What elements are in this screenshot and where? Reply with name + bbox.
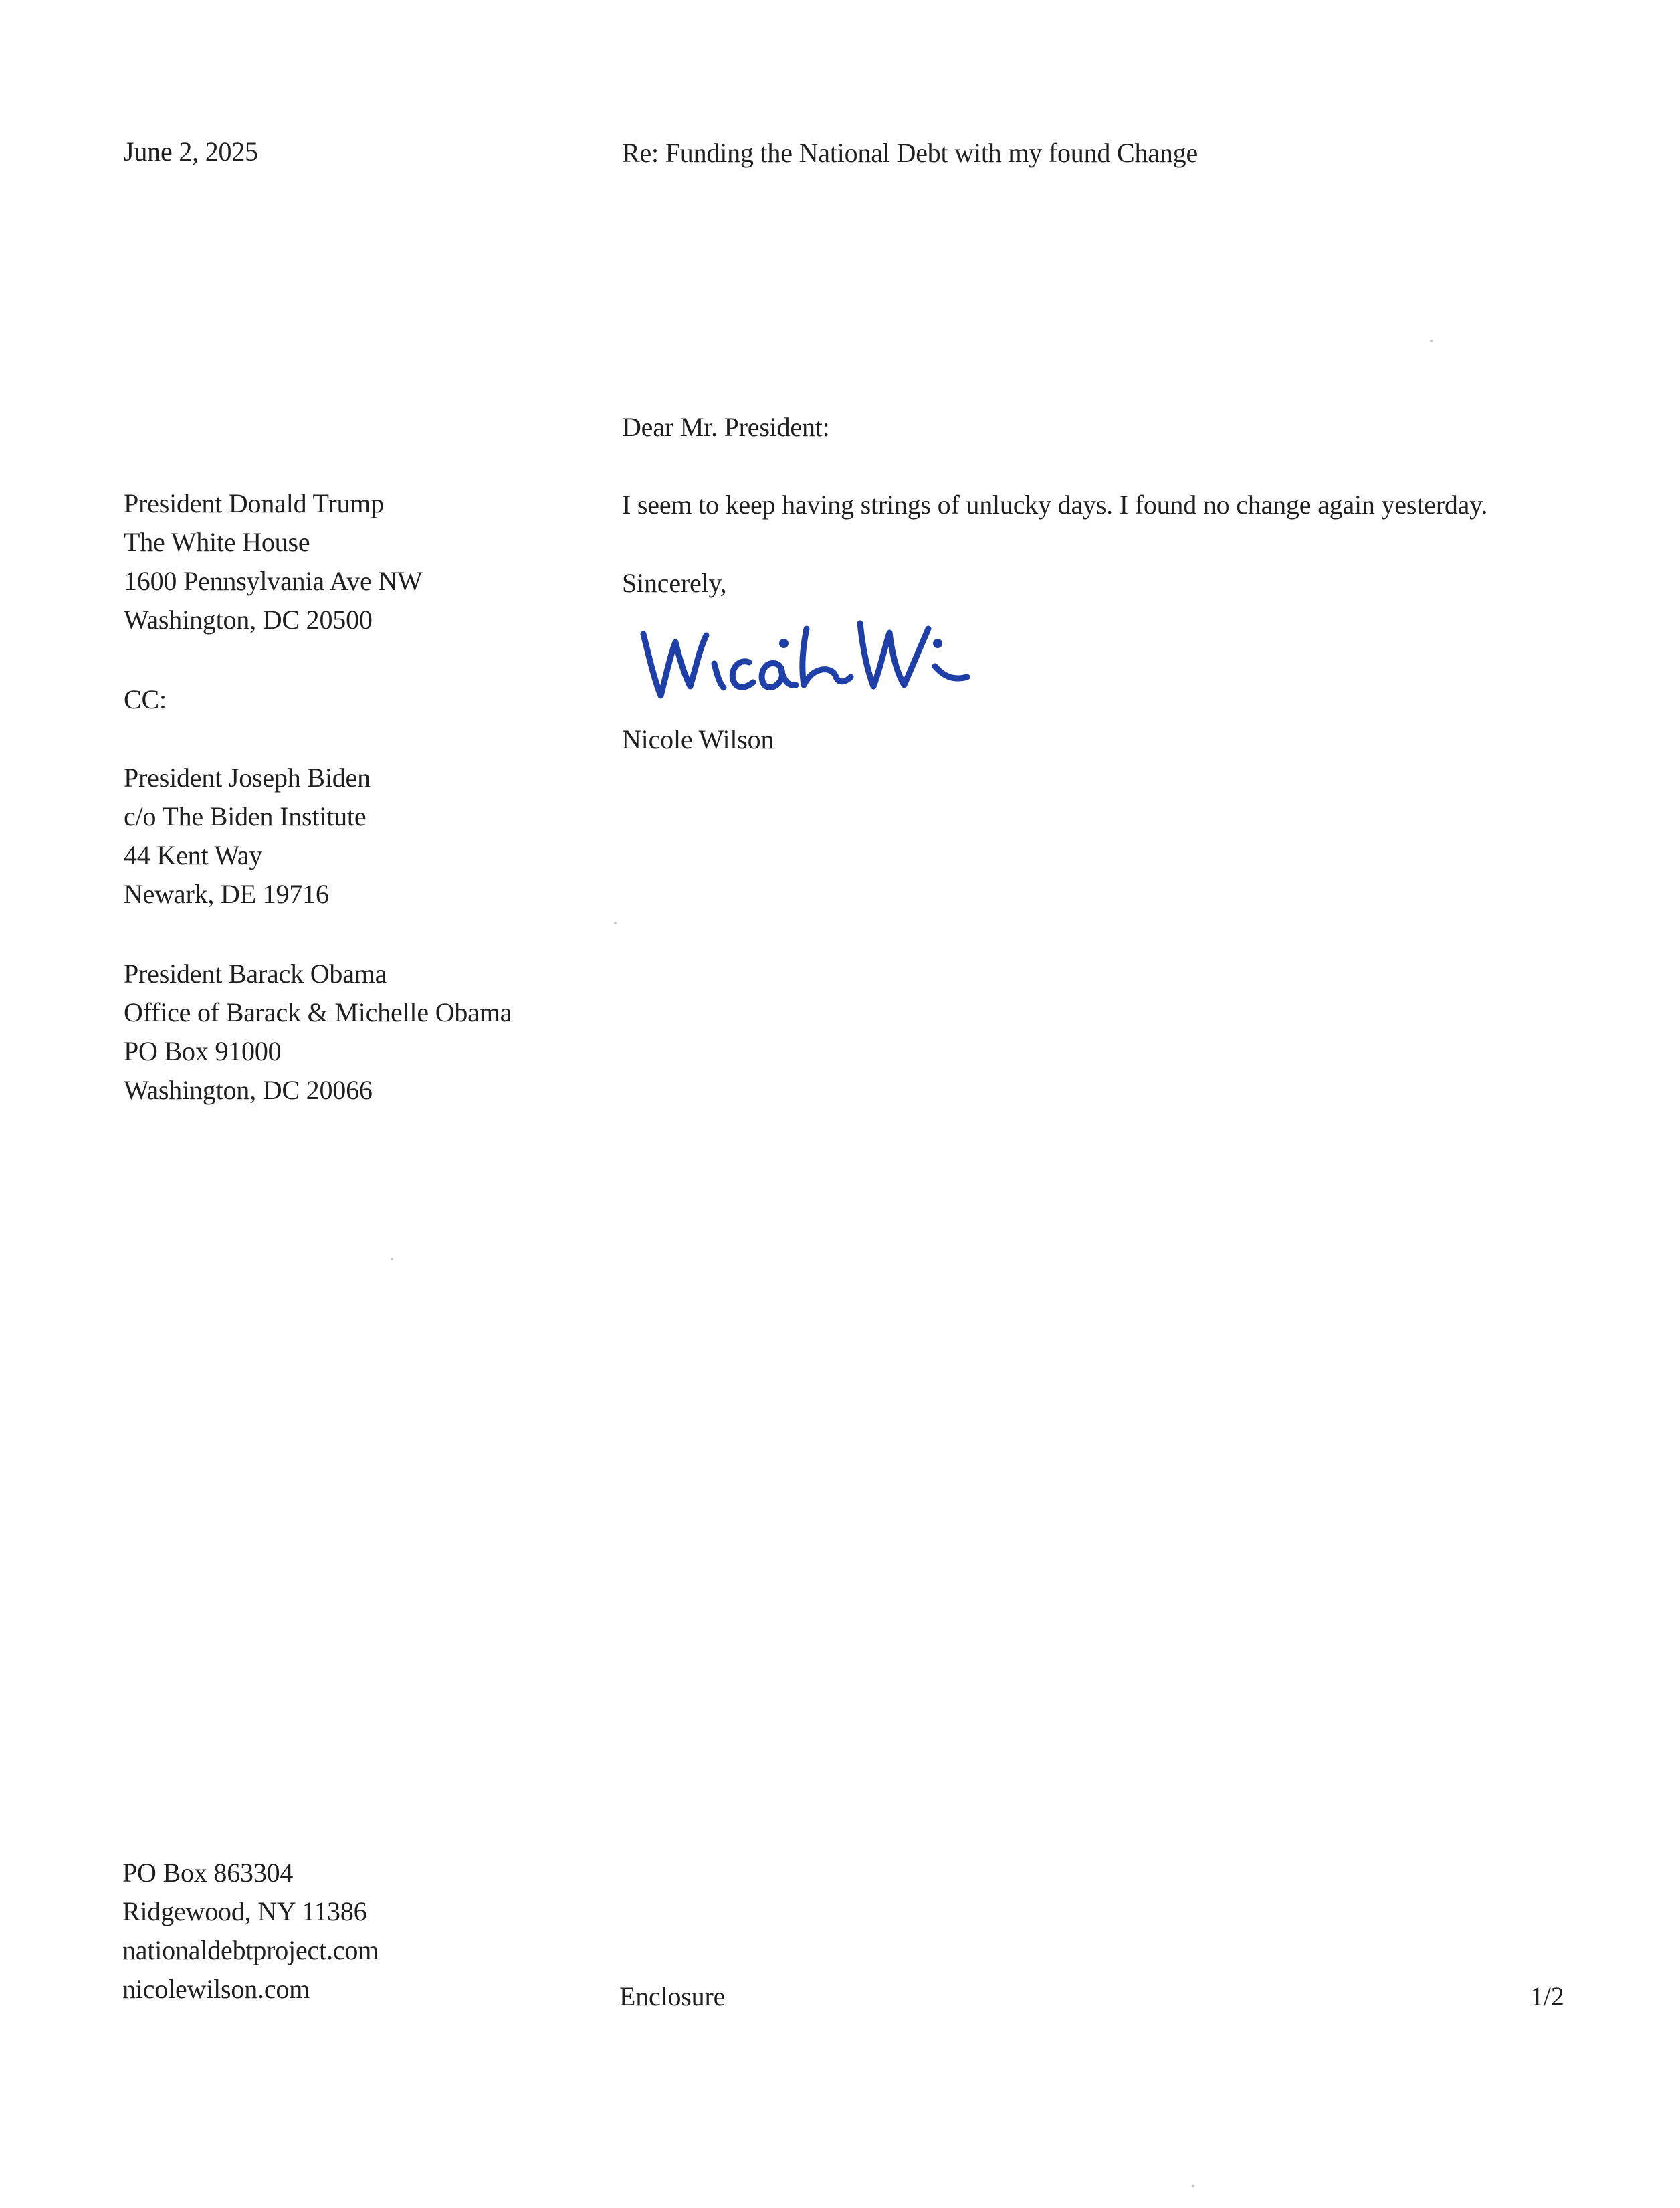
enclosure-note: Enclosure	[619, 1981, 726, 2011]
recipient-line-4: Washington, DC 20500	[124, 605, 373, 635]
closing: Sincerely,	[622, 568, 727, 598]
letter-date: June 2, 2025	[124, 136, 258, 167]
sender-line-1: PO Box 863304	[122, 1858, 294, 1888]
recipient-line-3: 1600 Pennsylvania Ave NW	[124, 566, 423, 596]
signer-name: Nicole Wilson	[622, 724, 774, 755]
letter-subject: Re: Funding the National Debt with my found Change	[622, 138, 1198, 168]
scan-speck	[614, 922, 617, 924]
cc1-line-4: Newark, DE 19716	[124, 879, 329, 909]
sender-line-2: Ridgewood, NY 11386	[122, 1896, 367, 1926]
cc-label: CC:	[124, 684, 167, 714]
cc2-line-2: Office of Barack & Michelle Obama	[124, 997, 512, 1027]
page-number: 1/2	[1530, 1981, 1564, 2011]
cc1-name: President Joseph Biden	[124, 763, 371, 793]
recipient-name: President Donald Trump	[124, 488, 384, 518]
cc2-line-3: PO Box 91000	[124, 1036, 282, 1066]
cc2-name: President Barack Obama	[124, 959, 387, 989]
sender-website-2: nicolewilson.com	[122, 1974, 310, 2004]
sender-website-1: nationaldebtproject.com	[122, 1935, 379, 1965]
handwritten-signature	[635, 602, 983, 716]
salutation: Dear Mr. President:	[622, 412, 830, 442]
scan-speck	[1192, 2185, 1194, 2187]
cc2-line-4: Washington, DC 20066	[124, 1075, 373, 1105]
cc-address-1	[124, 759, 371, 914]
cc1-line-3: 44 Kent Way	[124, 840, 263, 870]
cc-address-2	[124, 955, 512, 1110]
sender-address	[122, 1853, 379, 2009]
letter-body: I seem to keep having strings of unlucky days. I found no change again yesterday.	[622, 490, 1488, 520]
recipient-line-2: The White House	[124, 527, 310, 557]
scan-speck	[391, 1258, 393, 1260]
recipient-address	[124, 484, 423, 639]
cc1-line-2: c/o The Biden Institute	[124, 801, 366, 831]
scan-speck	[1430, 340, 1433, 342]
